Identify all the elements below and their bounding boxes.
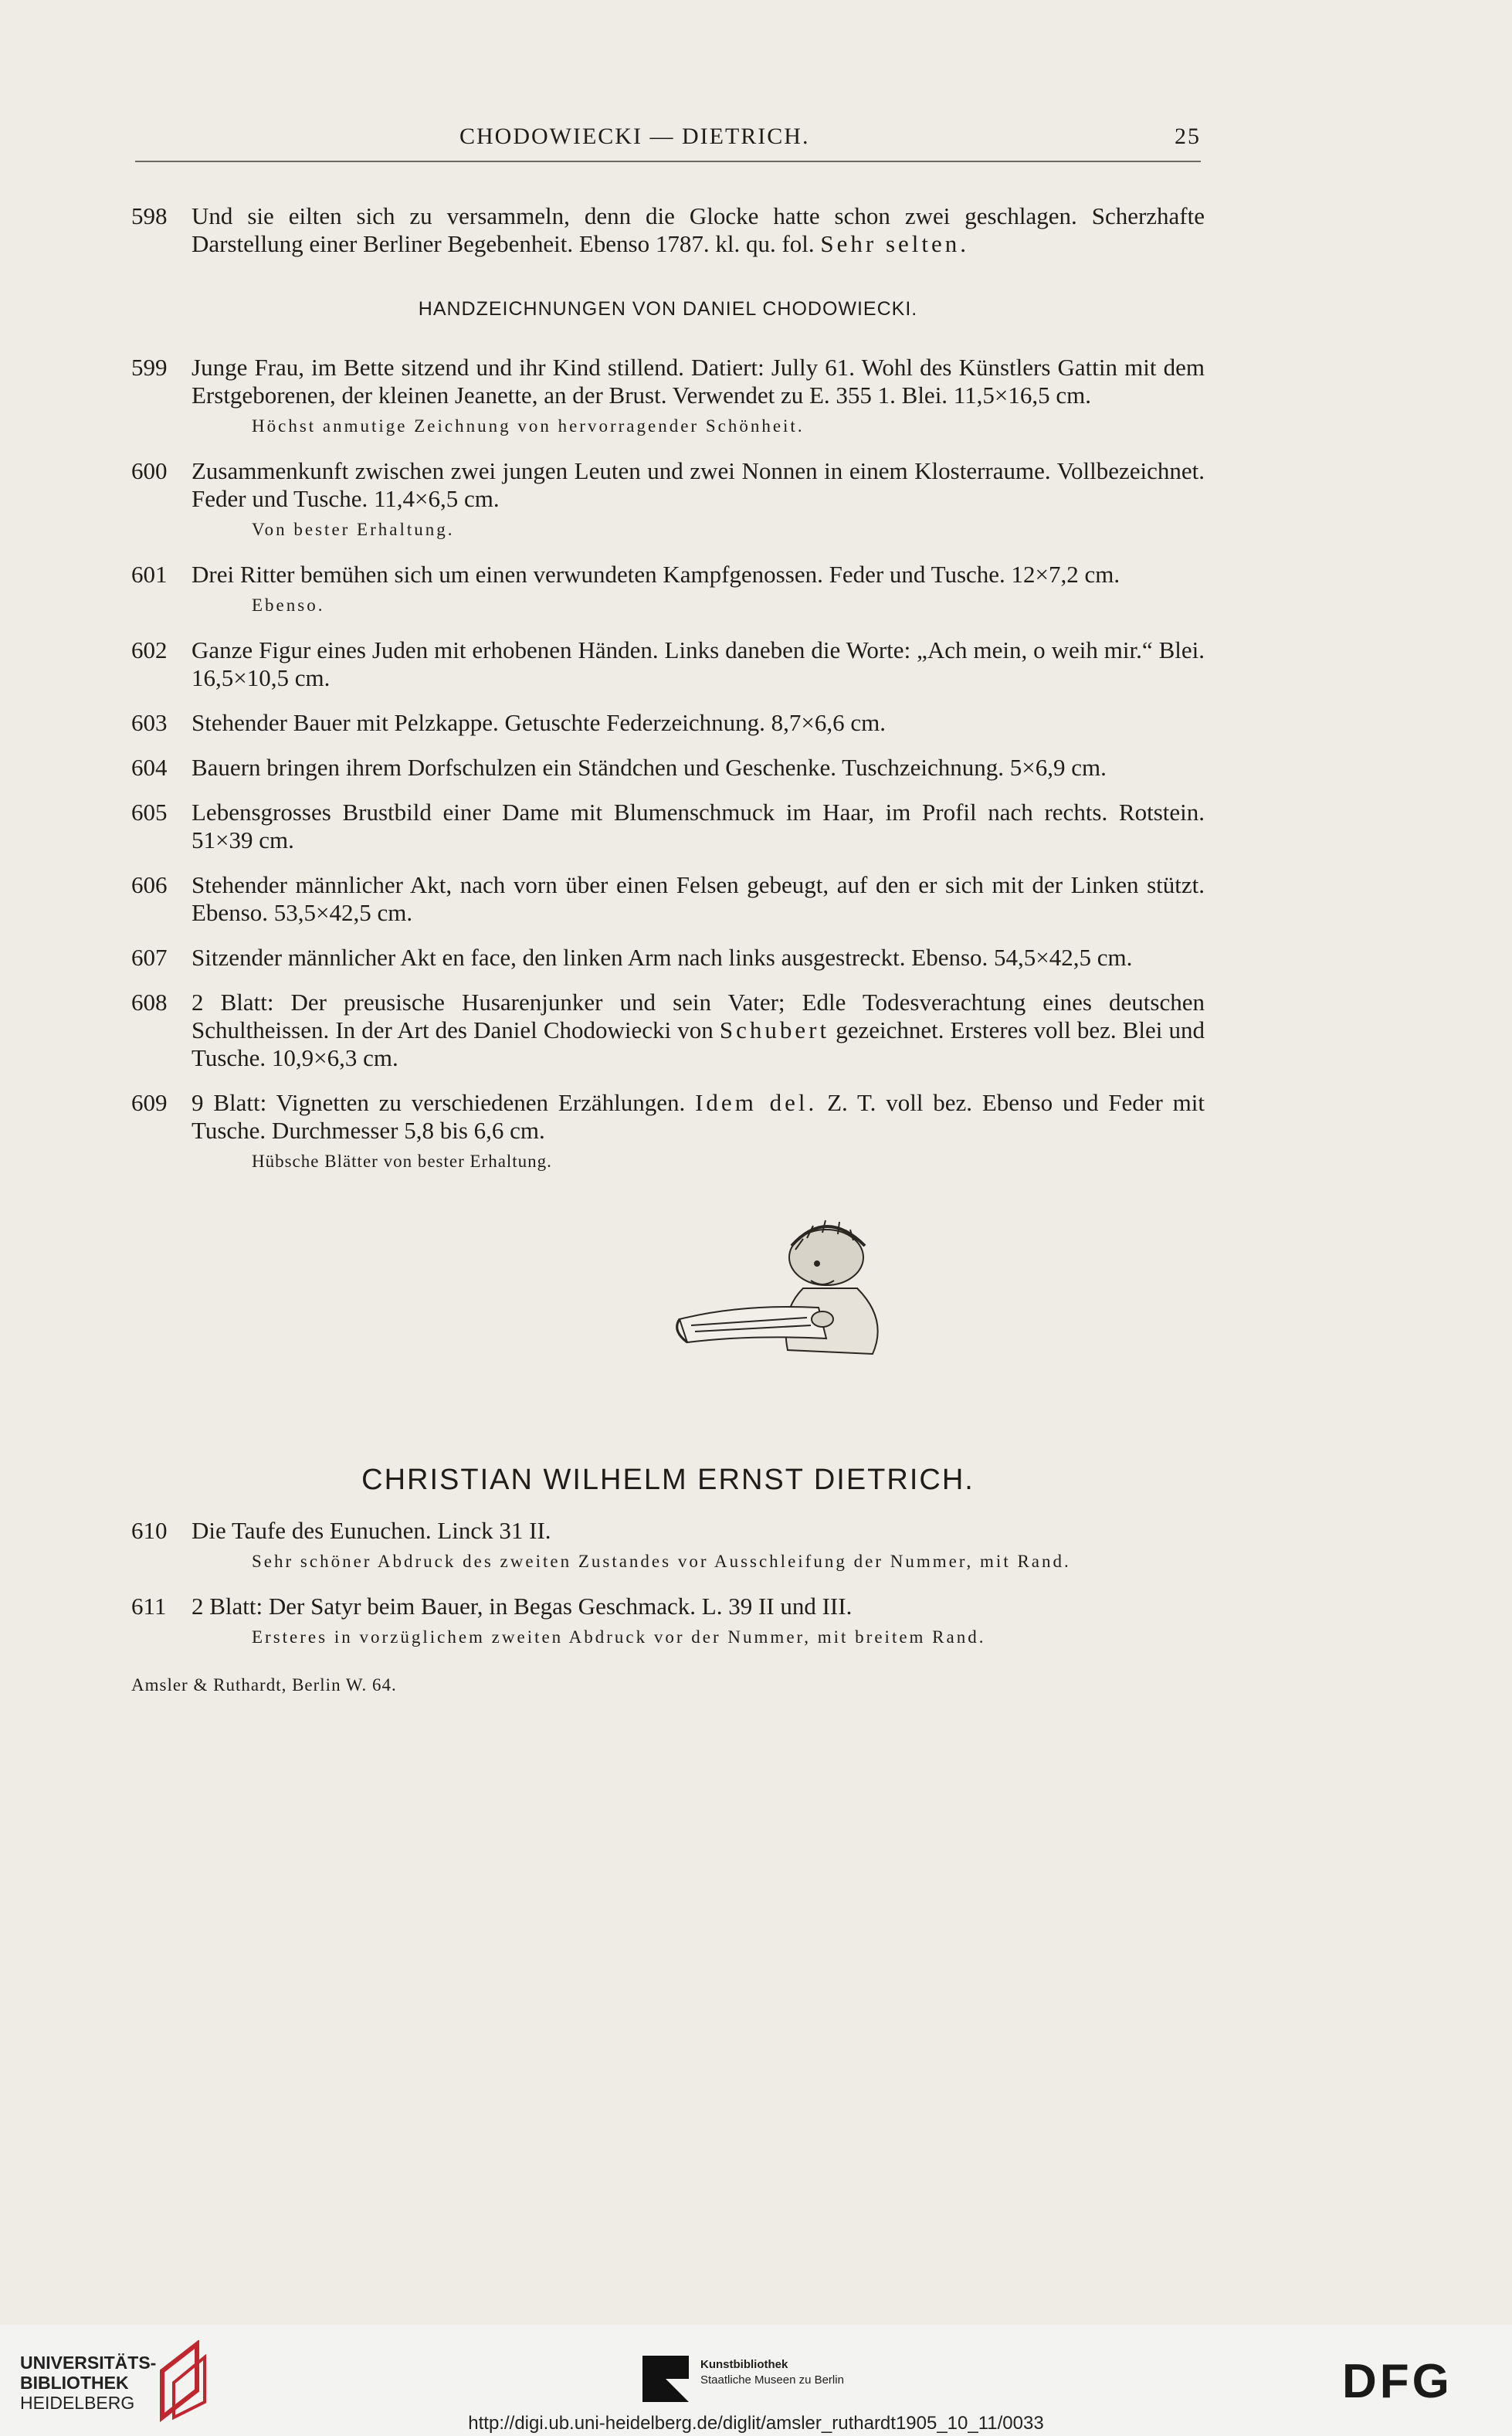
- lot-emphasis: Sehr selten.: [820, 230, 970, 257]
- lot-entry: [131, 989, 1205, 1072]
- section-heading-chodowiecki: HANDZEICHNUNGEN VON DANIEL CHODOWIECKI.: [418, 298, 918, 320]
- lot-description: Bauern bringen ihrem Dorfschulzen ein Ständchen und Geschenke. Tuschzeichnung. 5×6,9 cm.: [192, 754, 1107, 781]
- digitization-footer: [0, 2325, 1512, 2436]
- lot-description: Junge Frau, im Bette sitzend und ihr Kind stillend. Datiert: Jully 61. Wohl des Künstlers Gattin mit dem Erstgeborenen, der kleinen Jeanette, an der Brust. Verwendet zu E. 355 1. Blei. 11,5×16,5 cm.: [192, 354, 1205, 409]
- page-header: [135, 116, 1201, 154]
- lot-emphasis: Idem del.: [695, 1089, 818, 1116]
- boy-with-scroll-icon: [664, 1203, 927, 1435]
- lot-number: 611: [131, 1593, 167, 1620]
- lot-description: Stehender Bauer mit Pelzkappe. Getuschte Federzeichnung. 8,7×6,6 cm.: [192, 709, 886, 736]
- header-rule: [135, 161, 1201, 162]
- vignette-illustration: [664, 1203, 927, 1435]
- lot-number: 598: [131, 202, 168, 229]
- lot-emphasis: Schubert: [719, 1016, 830, 1043]
- lot-description: 9 Blatt: Vignetten zu verschiedenen Erzählungen.: [192, 1089, 686, 1116]
- lot-number: 610: [131, 1517, 168, 1544]
- lot-description: Sitzender männlicher Akt en face, den linken Arm nach links ausgestreckt. Ebenso. 54,5×42,5 cm.: [192, 944, 1133, 971]
- lot-entry: [131, 457, 1205, 544]
- lot-entry: [131, 202, 1205, 258]
- lot-entry: [131, 709, 1205, 737]
- lot-note: Ersteres in vorzüglichem zweiten Abdruck vor der Nummer, mit breitem Rand.: [252, 1627, 986, 1647]
- page-number: 25: [1175, 124, 1201, 149]
- lot-entry: [131, 799, 1205, 854]
- running-title: CHODOWIECKI — DIETRICH.: [459, 124, 810, 149]
- lot-list: [131, 354, 1205, 972]
- kunstbibliothek-label: Kunstbibliothek Staatliche Museen zu Berlin: [700, 2358, 844, 2387]
- lot-note: Höchst anmutige Zeichnung von hervorragender Schönheit.: [252, 416, 805, 436]
- lot-number: 606: [131, 871, 168, 898]
- lot-list: [131, 1517, 1205, 1651]
- lot-note: Ebenso.: [252, 595, 325, 615]
- lot-note: Von bester Erhaltung.: [252, 520, 455, 539]
- lot-description: 2 Blatt: Der preusische Husarenjunker und sein Vater; Edle Todesverachtung eines deutschen Schultheissen. In der Art des Daniel Chodowiecki von: [192, 989, 1205, 1043]
- lot-description: Zusammenkunft zwischen zwei jungen Leuten und zwei Nonnen in einem Klosterraume. Vollbezeichnet. Feder und Tusche. 11,4×6,5 cm.: [192, 457, 1205, 512]
- lot-number: 608: [131, 989, 168, 1016]
- lot-note: Hübsche Blätter von bester Erhaltung.: [252, 1152, 552, 1171]
- section-heading-dietrich: CHRISTIAN WILHELM ERNST DIETRICH.: [361, 1464, 975, 1496]
- permalink-url[interactable]: http://digi.ub.uni-heidelberg.de/diglit/amsler_ruthardt1905_10_11/0033: [468, 2413, 1044, 2434]
- lot-description: Stehender männlicher Akt, nach vorn über einen Felsen gebeugt, auf den er sich mit der Linken stützt. Ebenso. 53,5×42,5 cm.: [192, 871, 1205, 926]
- printer-imprint: Amsler & Ruthardt, Berlin W. 64.: [131, 1675, 397, 1695]
- dfg-logo[interactable]: DFG: [1342, 2355, 1453, 2408]
- lot-number: 607: [131, 944, 168, 971]
- lot-description: Und sie eilten sich zu versammeln, denn die Glocke hatte schon zwei geschlagen. Scherzhafte Darstellung einer Berliner Begebenheit. Ebenso 1787. kl. qu. fol.: [192, 202, 1205, 257]
- lot-entry: [131, 354, 1205, 440]
- lot-entry: [131, 754, 1205, 782]
- lot-entry: [131, 636, 1205, 692]
- lot-number: 601: [131, 561, 168, 588]
- lot-entry: [131, 561, 1205, 619]
- lot-number: 599: [131, 354, 168, 381]
- lot-number: 605: [131, 799, 168, 826]
- lot-number: 602: [131, 636, 168, 663]
- lot-entry: [131, 1593, 1205, 1651]
- university-library-logo[interactable]: UNIVERSITÄTS- BIBLIOTHEK HEIDELBERG: [20, 2353, 157, 2413]
- kunstbibliothek-logo-icon: [642, 2356, 689, 2402]
- lot-number: 603: [131, 709, 168, 736]
- lot-description: 2 Blatt: Der Satyr beim Bauer, in Begas Geschmack. L. 39 II und III.: [192, 1593, 853, 1620]
- lot-number: 609: [131, 1089, 168, 1116]
- lot-description: Ganze Figur eines Juden mit erhobenen Händen. Links daneben die Worte: „Ach mein, o weih mir.“ Blei. 16,5×10,5 cm.: [192, 636, 1205, 691]
- lot-description: Die Taufe des Eunuchen. Linck 31 II.: [192, 1517, 551, 1544]
- lot-number: 600: [131, 457, 168, 484]
- lot-description: Lebensgrosses Brustbild einer Dame mit Blumenschmuck im Haar, im Profil nach rechts. Rotstein. 51×39 cm.: [192, 799, 1205, 853]
- lot-entry: [131, 1089, 1205, 1176]
- lot-number: 604: [131, 754, 168, 781]
- lot-note: Sehr schöner Abdruck des zweiten Zustandes vor Ausschleifung der Nummer, mit Rand.: [252, 1552, 1071, 1571]
- lot-description-cont: gezeichnet. Ersteres voll bez. Blei und Tusche. 10,9×6,3 cm.: [192, 1016, 1205, 1071]
- lot-description: Drei Ritter bemühen sich um einen verwundeten Kampfgenossen. Feder und Tusche. 12×7,2 cm.: [192, 561, 1120, 588]
- lot-description-cont: Z. T. voll bez. Ebenso und Feder mit Tusche. Durchmesser 5,8 bis 6,6 cm.: [192, 1089, 1205, 1144]
- lot-entry: [131, 944, 1205, 972]
- page-content: [131, 202, 1205, 1699]
- lot-entry: [131, 1517, 1205, 1576]
- lot-entry: [131, 871, 1205, 927]
